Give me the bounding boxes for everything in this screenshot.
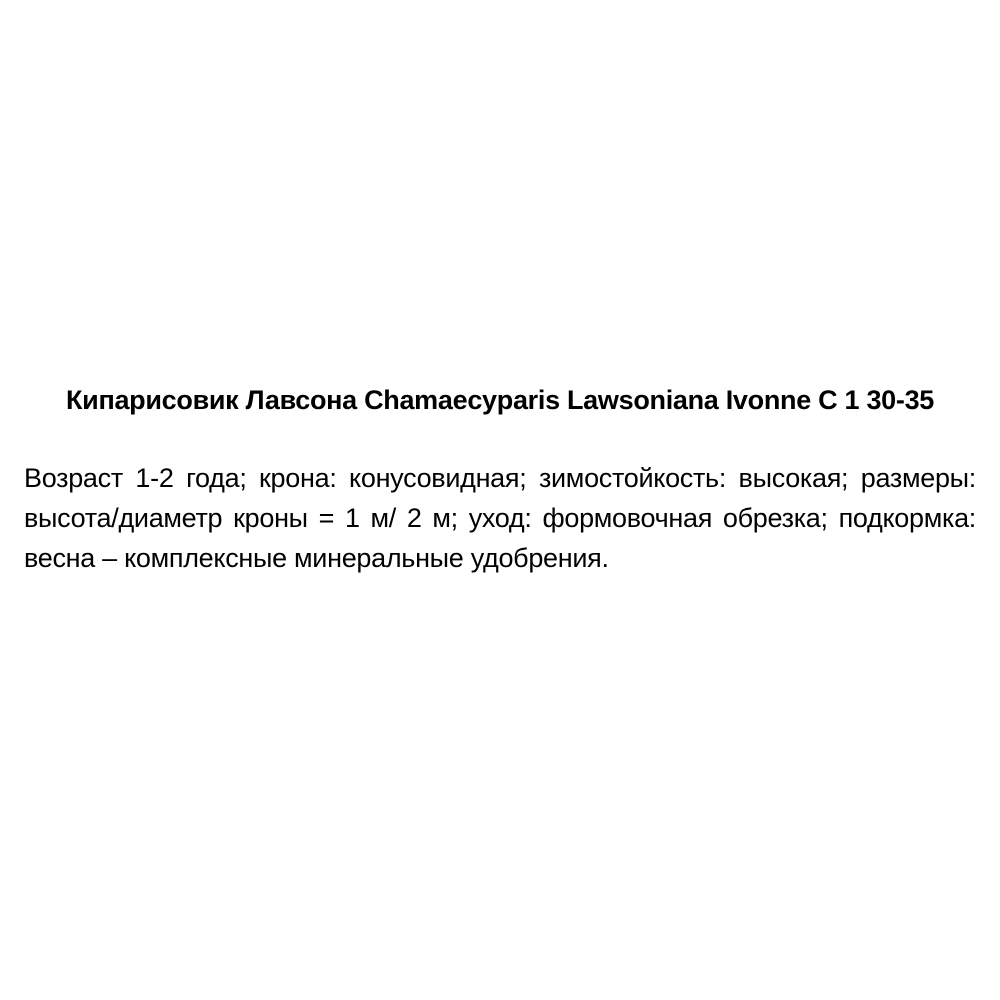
product-title: Кипарисовик Лавсона Chamaecyparis Lawsoniana Ivonne C 1 30-35 bbox=[65, 385, 935, 415]
product-card bbox=[24, 380, 976, 578]
product-description: Возраст 1-2 года; крона: конусовидная; зимостойкость: высокая; размеры: высота/диаметр кроны = 1 м/ 2 м; уход: формовочная обрезка; подкормка: весна – комплексные минеральные удобрения. bbox=[24, 463, 976, 573]
